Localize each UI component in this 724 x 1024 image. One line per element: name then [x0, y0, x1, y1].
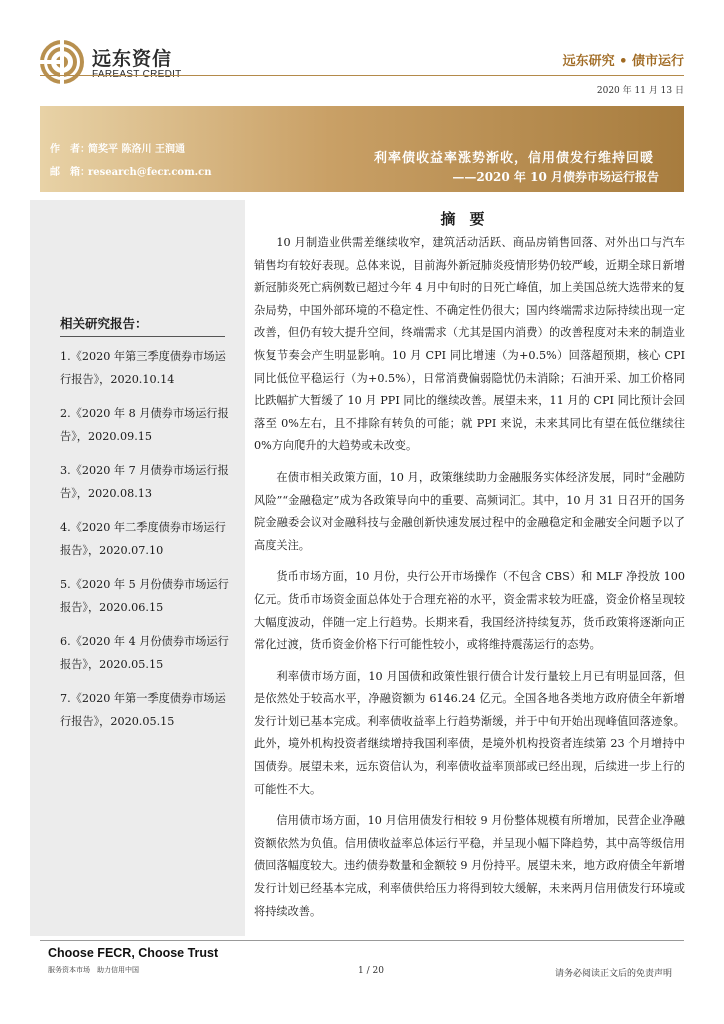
page-header — [0, 0, 724, 100]
related-reports-sidebar — [30, 200, 245, 936]
related-report-item[interactable]: 7.《2020 年第一季度债券市场运行报告》，2020.05.15 — [60, 692, 226, 728]
related-reports-list — [60, 345, 235, 744]
related-report-item[interactable]: 4.《2020 年二季度债券市场运行报告》，2020.07.10 — [60, 521, 226, 557]
report-date: 2020 年 11 月 13 日 — [596, 86, 684, 96]
abstract-section — [254, 200, 685, 932]
report-title: 利率债收益率涨势渐收，信用债发行维持回暖 — [373, 151, 654, 166]
abstract-title: 摘要 — [440, 210, 499, 228]
sidebar-divider — [60, 336, 225, 337]
report-series: 远东研究 • 债市运行 — [562, 54, 684, 69]
email-label: 邮 箱： — [50, 167, 90, 178]
abstract-paragraph: 货币市场方面，10 月份，央行公开市场操作（不包含 CBS）和 MLF 净投放 100 亿元。货币市场资金面总体处于合理充裕的水平，资金需求较为旺盛，资金价格呈现较大幅度波动，伴随一定上行趋势。长期来看，我国经济持续复苏，货币政策将逐渐向正常化过渡，货币资金价格下行可能性较小，或将维持震荡运行的态势。 — [254, 570, 685, 652]
authors-line — [50, 140, 185, 155]
related-report-item[interactable]: 5.《2020 年 5 月份债券市场运行报告》，2020.06.15 — [60, 578, 229, 614]
related-report-item[interactable]: 6.《2020 年 4 月份债券市场运行报告》，2020.05.15 — [60, 635, 229, 671]
disclaimer-note: 请务必阅读正文后的免责声明 — [554, 969, 672, 979]
logo-mark-icon — [40, 40, 84, 84]
related-reports-heading: 相关研究报告： — [60, 316, 148, 331]
abstract-paragraph: 利率债市场方面，10 月国债和政策性银行债合计发行量较上月已有明显回落，但是依然处于较高水平，净融资额为 6146.24 亿元。全国各地各类地方政府债全年新增发行计划已基本完成。利率债收益率上行趋势渐缓，并于中旬开始出现峰值回落迹象。此外，境外机构投资者继续增持我国利率债，是境外机构投资者连续第 23 个月增持中国债券。展望未来，远东资信认为，利率债收益率顶部或已经出现，后续进一步上行的可能性不大。 — [254, 669, 685, 796]
authors-label: 作 者： — [50, 144, 90, 155]
email-address[interactable]: research@fecr.com.cn — [88, 167, 212, 178]
abstract-paragraph: 信用债市场方面，10 月信用债发行相较 9 月份整体规模有所增加，民营企业净融资额依然为负值。信用债收益率总体运行平稳，并呈现小幅下降趋势，其中高等级信用债回落幅度较大。违约债券数量和金额较 9 月份持平。展望未来，地方政府债全年新增发行计划已经基本完成，利率债供给压力将得到较大缓解，未来两月信用债发行环境或将持续改善。 — [254, 814, 685, 918]
related-report-item[interactable]: 2.《2020 年 8 月债券市场运行报告》，2020.09.15 — [60, 407, 229, 443]
report-subtitle: ——2020 年 10 月债券市场运行报告 — [452, 170, 659, 184]
related-report-item[interactable]: 1.《2020 年第三季度债券市场运行报告》，2020.10.14 — [60, 350, 226, 386]
authors-names: 简奖平 陈洛川 王润通 — [88, 144, 185, 155]
page-number: 1 / 20 — [358, 966, 384, 976]
abstract-paragraph: 10 月制造业供需差继续收窄，建筑活动活跃、商品房销售回落、对外出口与汽车销售均有较好表现。总体来说，目前海外新冠肺炎疫情形势仍较严峻，近期全球日新增新冠肺炎死亡病例数已超过今年 4 月中旬时的日死亡峰值，加上美国总统大选带来的复杂局势，中国外部环境的不稳定性、不确定性仍很大；国内终端需求边际持续出现一定改善，但仍有较大提升空间，终端需求（尤其是国内消费）的改善程度对未来的制造业恢复节奏会产生明显影响。10 月 CPI 同比增速（为+0.5%）回落超预期，核心 CPI 同比低位平稳运行（为+0.5%），日常消费偏弱隐忧仍未消除；石油开采、加工价格同比跌幅扩大暂缓了 10 月 PPI 同比的继续改善。展望未来，11 月的 CPI 同比预计会回落至 0%左右，且不排除有转负的可能；就 PPI 来说，未来其同比有望在低位继续往 0%方向爬升的大趋势或未改变。 — [254, 236, 685, 453]
footer-slogan-sub: 服务资本市场 助力信用中国 — [48, 966, 139, 974]
title-band — [40, 106, 684, 192]
footer-slogan: Choose FECR, Choose Trust — [48, 946, 219, 960]
email-line — [50, 163, 212, 178]
abstract-paragraph: 在债市相关政策方面，10 月，政策继续助力金融服务实体经济发展，同时“金融防风险”“金融稳定”成为各政策导向中的重要、高频词汇。其中，10 月 31 日召开的国务院金融委会议对金融科技与金融创新快速发展过程中的金融稳定和金融安全问题予以了高度关注。 — [254, 470, 685, 552]
logo-chinese-name: 远东资信 — [92, 48, 173, 70]
related-report-item[interactable]: 3.《2020 年 7 月债券市场运行报告》，2020.08.13 — [60, 464, 229, 500]
footer-divider — [40, 940, 684, 941]
header-divider — [40, 75, 684, 76]
company-logo — [40, 40, 220, 84]
